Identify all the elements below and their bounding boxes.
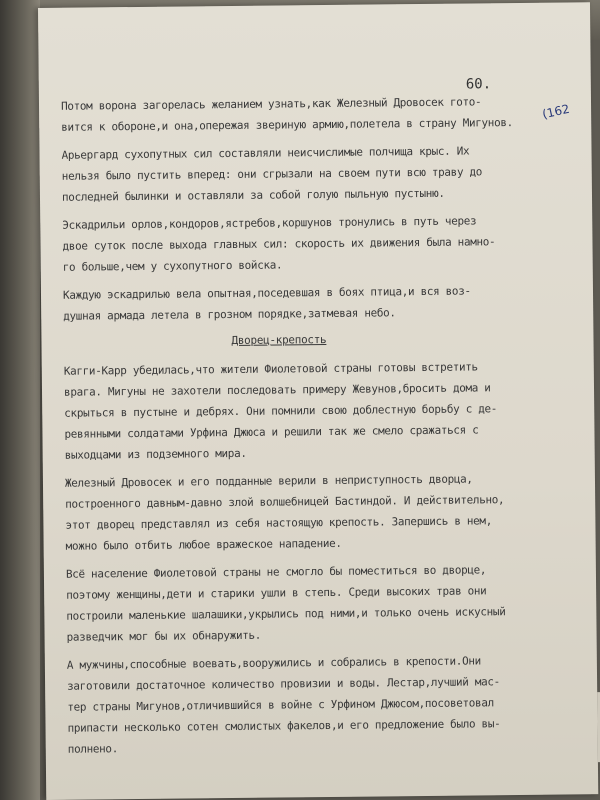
- text-line: Потом ворона загорелась желанием узнать,как Железный Дровосек гото-: [60, 95, 482, 113]
- text-line: врага. Мигуны не захотели последовать примеру Жевунов,бросить дома и: [63, 381, 491, 399]
- text-line: полнено.: [67, 742, 119, 756]
- text-line: А мужчины,способные воевать,вооружились и собрались в крепости.Они: [66, 654, 481, 672]
- text-line: го больше,чем у сухопутного войска.: [62, 258, 283, 274]
- text-line: Кагги-Карр убедилась,что жители Фиолетовой страны готовы встретить: [63, 360, 478, 378]
- text-line: построили маленькие шалашики,укрылись под ними,и только очень искусный: [66, 605, 506, 623]
- book-spine-edge: [0, 0, 40, 800]
- text-line: можно было отбить любое вражеское нападение.: [65, 536, 342, 553]
- text-line: двое суток после выхода главных сил: скорость их движения была намно-: [62, 235, 496, 253]
- typewritten-page: [38, 2, 598, 800]
- text-line: ревянными солдатами Урфина Джюса и решили так же смело сражаться с: [64, 423, 479, 441]
- text-line: Эскадрильи орлов,кондоров,ястребов,коршунов тронулись в путь через: [62, 214, 477, 232]
- text-line: построенного давным-давно злой волшебницей Бастиндой. И действительно,: [65, 493, 505, 511]
- text-line: вится к обороне,и она,опережая звериную армию,полетела в страну Мигунов.: [61, 116, 513, 134]
- text-line: тер страны Мигунов,отличившийся в войне с Урфином Джюсом,посоветовал: [67, 696, 494, 714]
- text-line: поэтому женщины,дети и старики ушли в степь. Среди высоких трав они: [66, 584, 487, 602]
- section-heading: Дворец-крепость: [231, 332, 327, 347]
- text-line: Железный Дровосек и его подданные верили в неприступность дворца,: [64, 472, 473, 490]
- text-line: припасти несколько сотен смолистых факелов,и его предложение было вы-: [67, 717, 501, 735]
- text-line: Всё население Фиолетовой страны не смогло бы поместиться во дворце,: [65, 563, 487, 581]
- text-line: заготовили достаточное количество провизии и воды. Лестар,лучший мас-: [67, 675, 500, 693]
- handwritten-margin-note: (162: [540, 101, 571, 122]
- text-line: Арьергард сухопутных сил составляли неисчислимые полчища крыс. Их: [61, 144, 470, 162]
- text-line: последней былинки и оставляли за собой голую пыльную пустыню.: [61, 186, 445, 204]
- text-line: скрыться в пустыне и дебрях. Они помнили свою доблестную борьбу с де-: [64, 402, 498, 420]
- text-line: Каждую эскадрилью вела опытная,поседевшая в боях птица,и вся воз-: [62, 284, 471, 302]
- text-line: душная армада летела в грозном порядке,затмевая небо.: [63, 306, 396, 323]
- page-number: 60.: [465, 76, 492, 93]
- text-line: этот дворец представлял из себя настоящую крепость. Запершись в нем,: [65, 514, 493, 532]
- text-line: выходцами из подземного мира.: [64, 446, 247, 462]
- text-line: нельзя было пустить вперед: они сгрызали на своем пути всю траву до: [61, 165, 483, 183]
- text-line: разведчик мог бы их обнаружить.: [66, 628, 262, 644]
